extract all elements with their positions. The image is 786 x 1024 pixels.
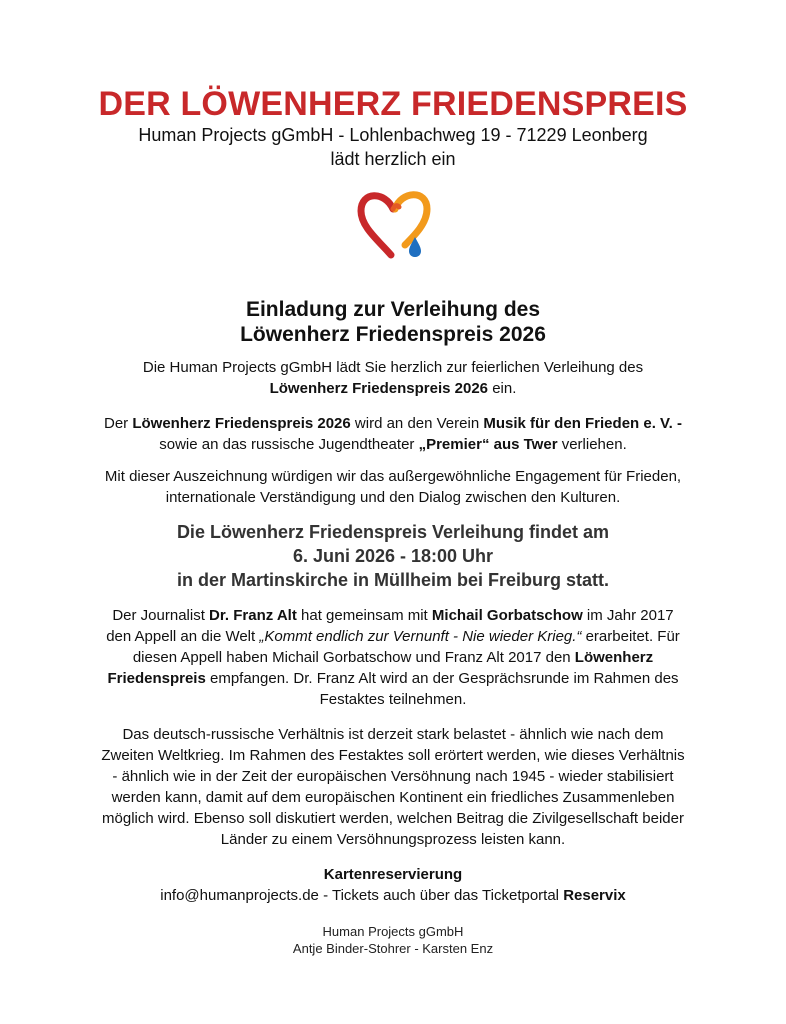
text-span: empfangen. Dr. Franz Alt wird an der Gesprächsrunde im Rahmen des — [205, 670, 679, 687]
footer-company: Human Projects gGmbH — [322, 924, 464, 939]
relations-line-5: möglich wird. Ebenso soll diskutiert werden, welchen Beitrag die Zivilgesellschaft beider — [102, 810, 684, 827]
text-span: Der — [103, 415, 133, 432]
heading-line-1: Einladung zur Verleihung des — [245, 298, 541, 321]
prize-name-part: Friedenspreis — [107, 670, 206, 687]
text-span: sowie an das russische Jugendtheater — [159, 436, 419, 453]
text-span: diesen Appell haben Michail Gorbatschow und Franz Alt 2017 den — [132, 649, 575, 666]
relations-line-1: Das deutsch-russische Verhältnis ist derzeit stark belastet - ähnlich wie nach dem — [122, 726, 664, 743]
prize-name: Löwenherz Friedenspreis 2026 — [132, 415, 351, 432]
text-span: Der Journalist — [112, 607, 210, 624]
text-span: den Appell an die Welt — [106, 628, 260, 645]
paragraph-recognition — [60, 466, 726, 508]
relations-line-4: werden kann, damit auf dem europäischen Kontinent ein friedliches Zusammenleben — [111, 789, 675, 806]
relations-line-2: Zweiten Weltkrieg. Im Rahmen des Festaktes soll erörtert werden, wie dieses Verhältnis — [101, 747, 685, 764]
text-span: verliehen. — [557, 436, 627, 453]
person-name: Dr. Franz Alt — [209, 607, 297, 624]
recipient-association: Musik für den Frieden e. V. - — [483, 415, 682, 432]
ticket-contact — [0, 885, 786, 906]
heart-with-drop-icon — [355, 183, 435, 263]
ticket-portal-name: Reservix — [563, 887, 626, 904]
journalist-line-3 — [60, 647, 726, 668]
recipient-theater: „Premier“ aus Twer — [418, 436, 558, 453]
heading-line-2: Löwenherz Friedenspreis 2026 — [240, 323, 546, 346]
event-details — [0, 520, 786, 592]
person-name: Michail Gorbatschow — [431, 607, 583, 624]
text-span: hat gemeinsam mit — [296, 607, 432, 624]
ticket-reservation — [0, 864, 786, 906]
paragraph-intro — [60, 357, 726, 399]
footer-names: Antje Binder-Stohrer - Karsten Enz — [292, 941, 494, 956]
invite-line: lädt herzlich ein — [330, 149, 456, 169]
invitation-heading — [0, 297, 786, 347]
ticket-heading-text: Kartenreservierung — [323, 866, 463, 883]
paragraph-relations — [60, 724, 726, 850]
intro-line-2 — [60, 378, 726, 399]
intro-suffix: ein. — [488, 380, 517, 397]
journalist-line-2 — [60, 626, 726, 647]
paragraph-recipients — [60, 413, 726, 455]
journalist-line-4 — [60, 668, 726, 689]
footer — [0, 923, 786, 957]
recipients-line-1 — [60, 413, 726, 434]
journalist-line-5: Festaktes teilnehmen. — [319, 691, 467, 708]
recipients-line-2 — [60, 434, 726, 455]
event-date-time: 6. Juni 2026 - 18:00 Uhr — [292, 546, 494, 566]
event-line-1: Die Löwenherz Friedenspreis Verleihung findet am — [176, 522, 610, 542]
prize-name-part: Löwenherz — [574, 649, 654, 666]
text-span: erarbeitet. Für — [581, 628, 680, 645]
recognition-line-1: Mit dieser Auszeichnung würdigen wir das außergewöhnliche Engagement für Frieden, — [104, 468, 682, 485]
text-span: im Jahr 2017 — [582, 607, 674, 624]
appeal-quote: „Kommt endlich zur Vernunft - Nie wieder Krieg.“ — [259, 628, 582, 645]
page-title: DER LÖWENHERZ FRIEDENSPREIS — [98, 85, 688, 123]
paragraph-journalist — [60, 605, 726, 710]
organizer-address: Human Projects gGmbH - Lohlenbachweg 19 - 71229 Leonberg — [138, 125, 648, 145]
relations-line-6: Länder zu einem Versöhnungsprozess leisten kann. — [220, 831, 566, 848]
prize-name: Löwenherz Friedenspreis 2026 — [269, 380, 489, 397]
relations-line-3: - ähnlich wie in der Zeit der europäischen Versöhnung nach 1945 - wieder stabilisiert — [112, 768, 674, 785]
ticket-email-text: info@humanprojects.de - Tickets auch über das Ticketportal — [160, 887, 564, 904]
journalist-line-1 — [60, 605, 726, 626]
event-location: in der Martinskirche in Müllheim bei Freiburg statt. — [176, 570, 610, 590]
intro-line-1: Die Human Projects gGmbH lädt Sie herzlich zur feierlichen Verleihung des — [142, 359, 644, 376]
text-span: wird an den Verein — [350, 415, 484, 432]
recognition-line-2: internationale Verständigung und den Dialog zwischen den Kulturen. — [165, 489, 621, 506]
ticket-heading — [0, 864, 786, 885]
